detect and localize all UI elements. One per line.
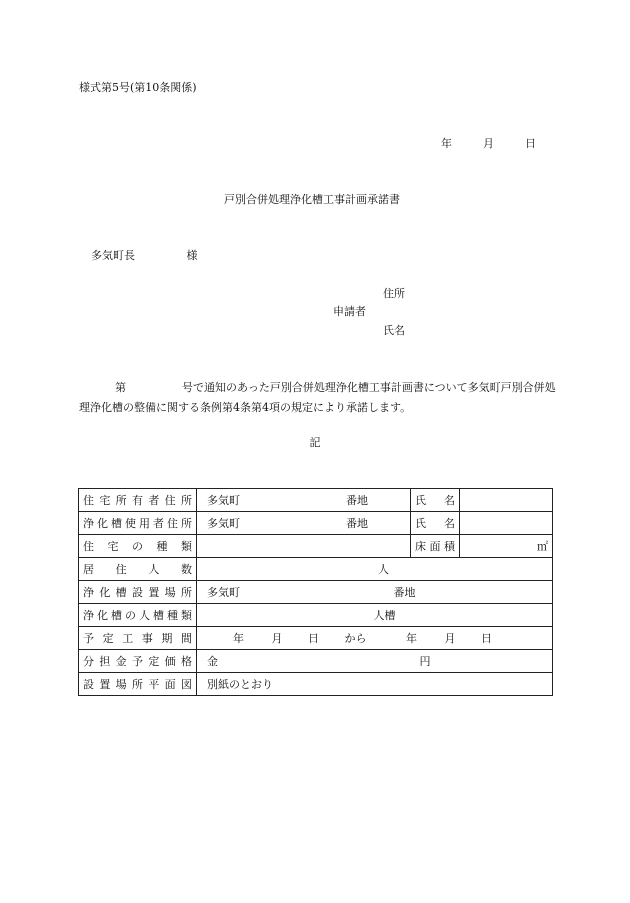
row-label: 設置場所平面図	[79, 673, 197, 696]
row-label: 居住人数	[79, 558, 197, 581]
install-location-cell[interactable]: 多気町 番地	[197, 581, 553, 604]
house-type-cell[interactable]	[197, 535, 411, 558]
form-number: 様式第5号(第10条関係)	[79, 81, 197, 94]
date-month: 月	[483, 137, 494, 150]
sub-label: 床面積	[411, 535, 460, 558]
owner-address-cell[interactable]: 多気町 番地	[197, 489, 411, 512]
applicant-label: 申請者	[333, 305, 366, 318]
table-row	[79, 558, 553, 581]
ki-heading: 記	[309, 436, 321, 449]
applicant-name-label: 氏名	[383, 324, 405, 337]
residents-cell[interactable]: 人	[197, 558, 553, 581]
floor-area-cell[interactable]: ㎡	[460, 535, 553, 558]
site-plan-cell[interactable]: 別紙のとおり	[197, 673, 553, 696]
table-row	[79, 627, 553, 650]
row-label: 住宅所有者住所	[79, 489, 197, 512]
user-address-cell[interactable]: 多気町 番地	[197, 512, 411, 535]
owner-name-cell[interactable]	[460, 489, 553, 512]
row-label: 浄化槽の人槽種類	[79, 604, 197, 627]
table-row	[79, 489, 553, 512]
sub-label: 氏名	[411, 512, 460, 535]
addressee-honorific: 様	[186, 249, 198, 262]
row-label: 分担金予定価格	[79, 650, 197, 673]
statement-text: 号で通知のあった戸別合併処理浄化槽工事計画書について多気町戸別合併処理浄化槽の整備に関する条例第4条第4項の規定により承諾します。	[79, 381, 556, 414]
row-label: 浄化槽使用者住所	[79, 512, 197, 535]
table-row	[79, 604, 553, 627]
date-line	[441, 137, 536, 150]
user-name-cell[interactable]	[460, 512, 553, 535]
row-label: 予定工事期間	[79, 627, 197, 650]
number-prefix: 第	[115, 381, 126, 394]
sub-label: 氏名	[411, 489, 460, 512]
document-title: 戸別合併処理浄化槽工事計画承諾書	[224, 193, 400, 206]
table-row	[79, 512, 553, 535]
row-label: 浄化槽設置場所	[79, 581, 197, 604]
row-label: 住宅の種類	[79, 535, 197, 558]
approval-statement	[79, 378, 557, 418]
table-row	[79, 650, 553, 673]
date-year: 年	[441, 137, 452, 150]
applicant-address-label: 住所	[383, 287, 405, 300]
details-table	[78, 488, 553, 696]
tank-capacity-cell[interactable]: 人槽	[197, 604, 553, 627]
construction-period-cell[interactable]: 年 月 日 から 年 月 日	[197, 627, 553, 650]
estimated-price-cell[interactable]: 金 円	[197, 650, 553, 673]
addressee	[91, 249, 198, 262]
table-row	[79, 535, 553, 558]
addressee-name: 多気町長	[91, 249, 135, 262]
date-day: 日	[525, 137, 536, 150]
table-row	[79, 581, 553, 604]
table-row	[79, 673, 553, 696]
